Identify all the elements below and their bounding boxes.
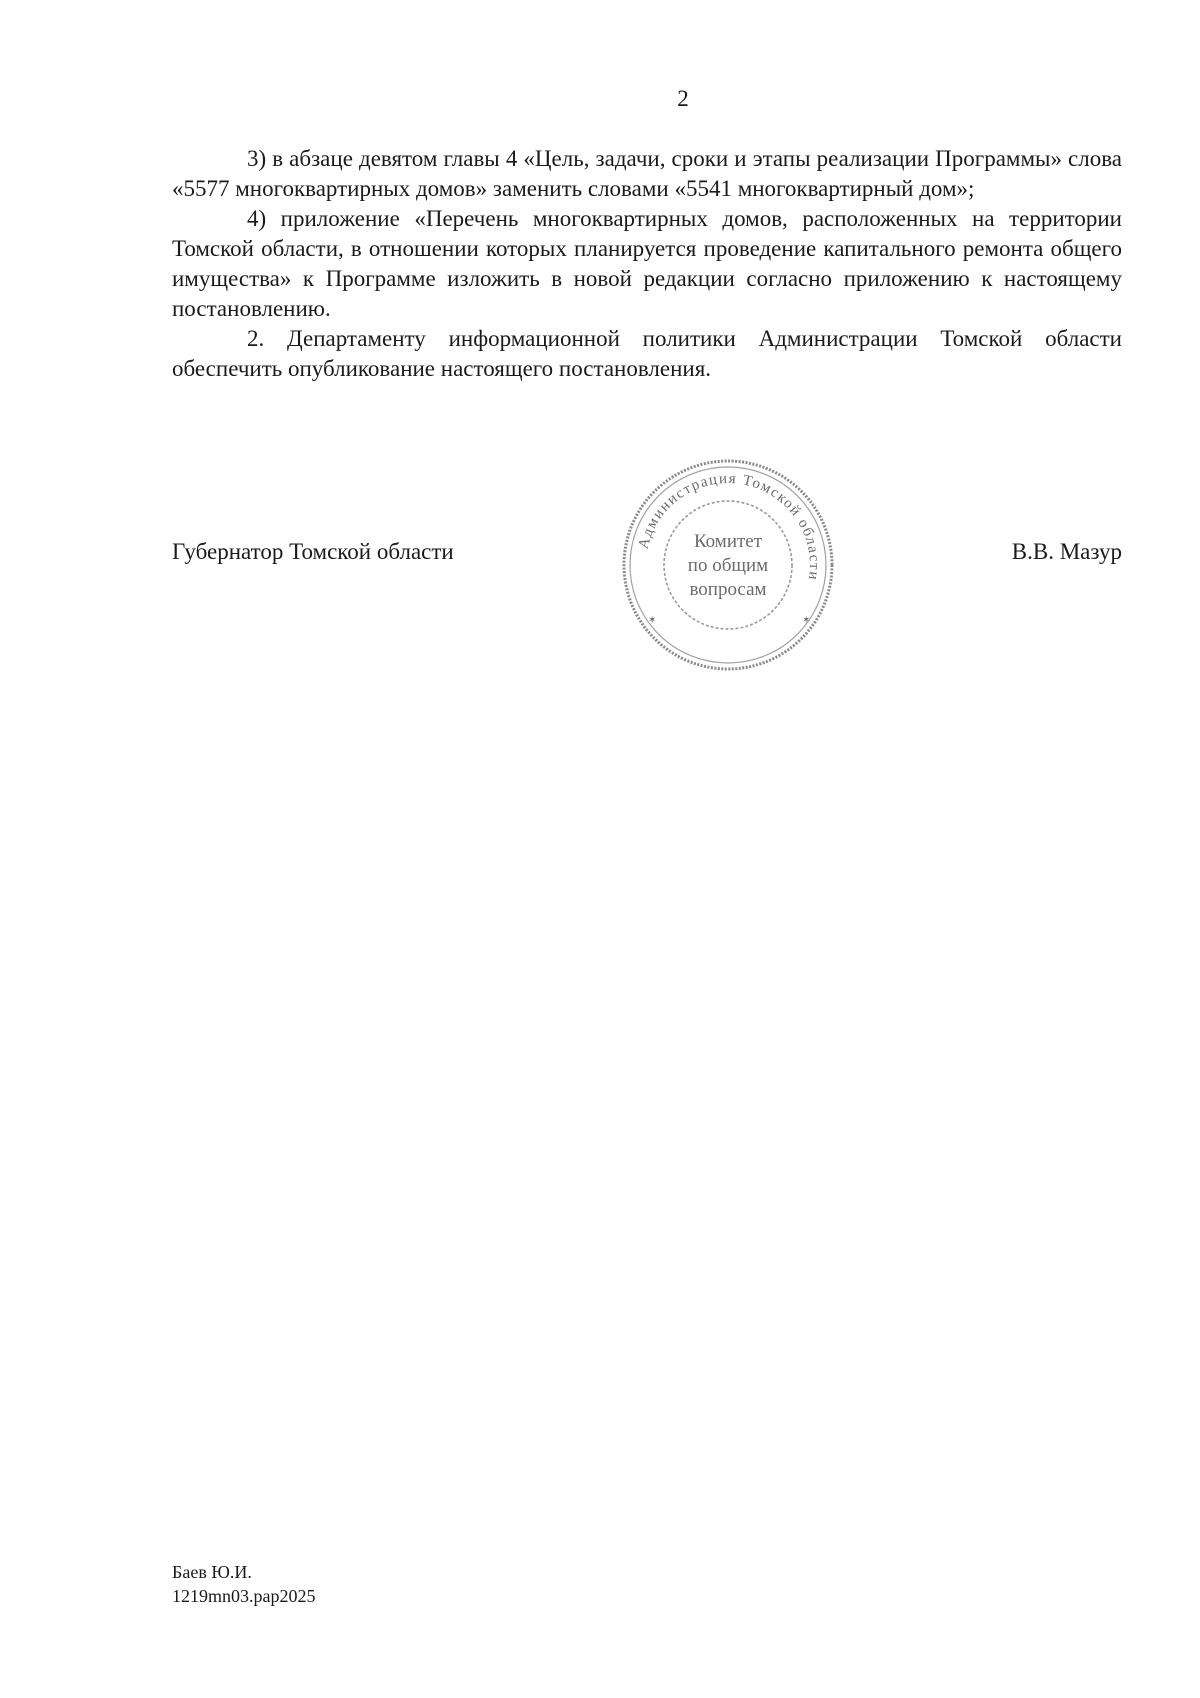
paragraph-item-4: 4) приложение «Перечень многоквартирных домов, расположенных на территории Томской области, в отношении которых планируется проведение капитального ремонта общего имущества» к Программе изложить в новой редакции согласно приложению к настоящему постановлению. xyxy=(172,206,1122,321)
official-stamp xyxy=(618,455,838,675)
stamp-star-left-icon: ✶ xyxy=(648,615,657,626)
stamp-line-2: по общим xyxy=(687,555,769,576)
stamp-line-3: вопросам xyxy=(689,579,767,600)
signatory-name: В.В. Мазур xyxy=(1011,539,1122,564)
stamp-star-right-icon: ✶ xyxy=(802,615,811,626)
document-footer xyxy=(172,1560,316,1608)
stamp-seal-icon xyxy=(618,455,838,675)
signatory-title: Губернатор Томской области xyxy=(172,539,454,564)
footer-author: Баев Ю.И. xyxy=(172,1562,252,1582)
stamp-line-1: Комитет xyxy=(693,531,763,552)
paragraph-item-3: 3) в абзаце девятом главы 4 «Цель, задачи, сроки и этапы реализации Программы» слова «5577 многоквартирных домов» заменить словами «5541 многоквартирный дом»; xyxy=(172,146,1122,201)
document-body xyxy=(172,144,1122,384)
page-number: 2 xyxy=(677,86,689,111)
paragraph-point-2: 2. Департаменту информационной политики Администрации Томской области обеспечить опубликование настоящего постановления. xyxy=(172,326,1122,381)
footer-doc-code: 1219mn03.pap2025 xyxy=(172,1586,316,1606)
stamp-ring-text: Администрация Томской области xyxy=(635,470,823,582)
